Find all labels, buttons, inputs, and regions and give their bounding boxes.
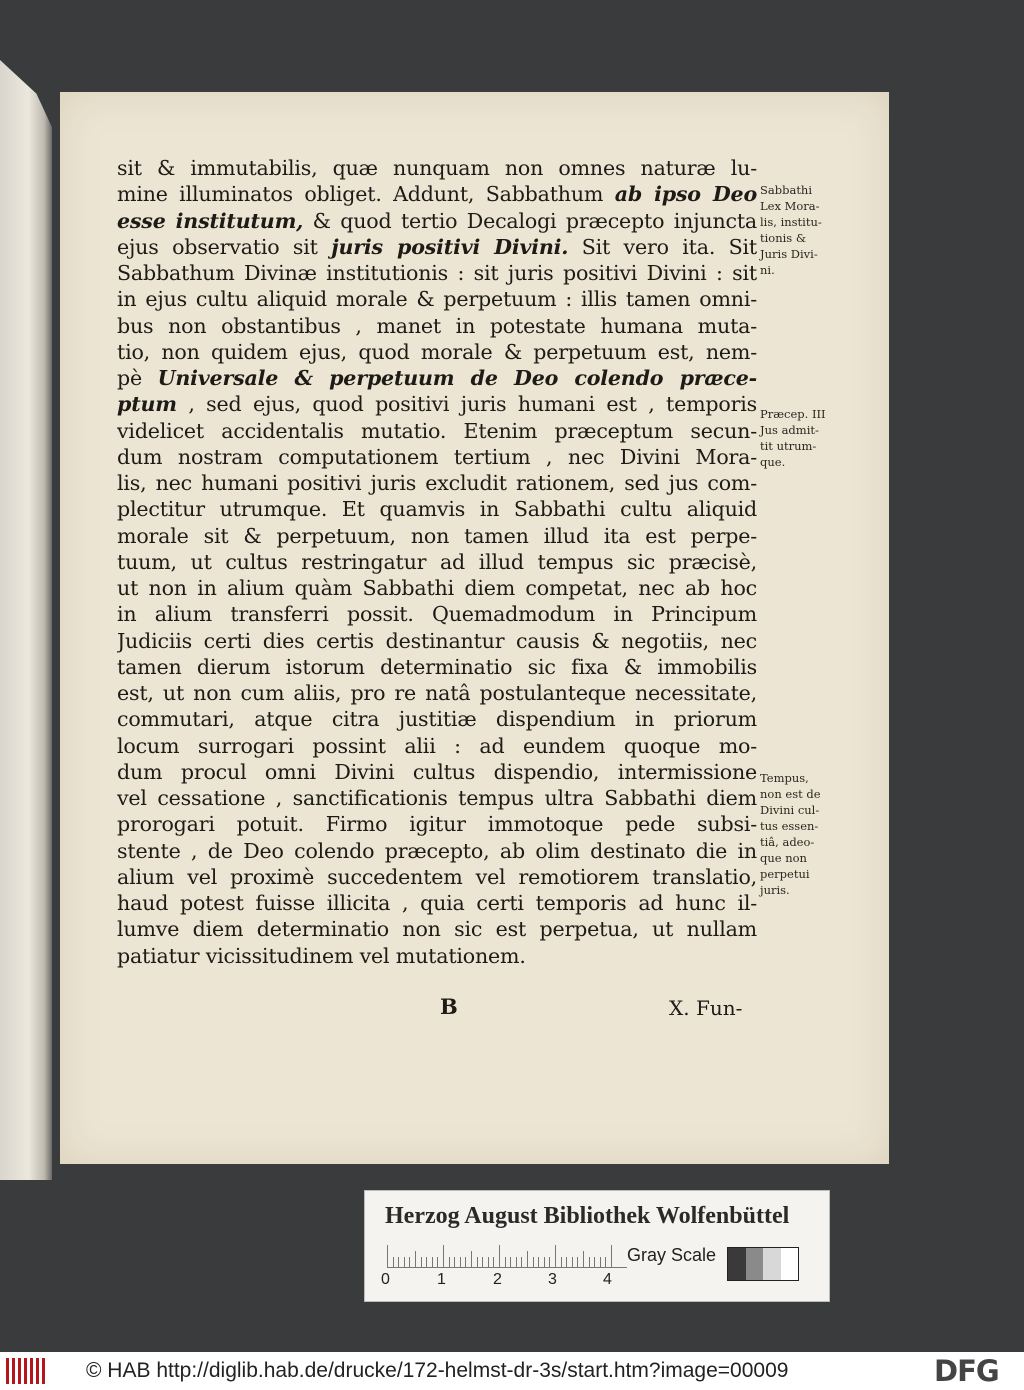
ruler-tick: [533, 1257, 534, 1267]
ruler-tick: [527, 1251, 528, 1267]
text-line: ut non in alium quàm Sabbathi diem competat, nec ab hoc: [117, 576, 757, 600]
ruler-tick: [387, 1245, 388, 1267]
gray-swatch: [781, 1248, 799, 1280]
text-line: ptum , sed ejus, quod positivi juris humani est , temporis: [117, 392, 757, 417]
italic-phrase: ptum: [117, 392, 177, 417]
ruler-label: 4: [603, 1271, 612, 1288]
ruler-tick: [561, 1257, 562, 1267]
ruler-tick: [572, 1257, 573, 1267]
facing-page-edge: [0, 60, 52, 1180]
ruler-tick: [555, 1245, 556, 1267]
text-line: in alium transferri possit. Quemadmodum in Principum: [117, 602, 757, 627]
text-line: mine illuminatos obliget. Addunt, Sabbathum ab ipso Deo: [117, 182, 757, 207]
signature-mark: B: [440, 994, 458, 1019]
gray-swatch: [728, 1248, 746, 1280]
text-line: est, ut non cum aliis, pro re natâ postulanteque necessitate,: [117, 681, 757, 705]
text-line: pè Universale & perpetuum de Deo colendo præce-: [117, 366, 757, 390]
ruler-label: 3: [548, 1271, 557, 1288]
text-line: prorogari potuit. Firmo igitur immotoque pede subsi-: [117, 812, 757, 837]
text-line: in ejus cultu aliquid morale & perpetuum : illis tamen omni-: [117, 287, 757, 312]
ruler-tick: [460, 1257, 461, 1267]
text-line: Sabbathum Divinæ institutionis : sit juris positivi Divini : sit: [117, 261, 757, 285]
gray-swatch: [763, 1248, 781, 1280]
color-chart-card: [364, 1190, 830, 1302]
ruler-tick: [538, 1257, 539, 1267]
ruler-tick: [510, 1257, 511, 1267]
ruler-tick: [544, 1257, 545, 1267]
ruler-tick: [549, 1257, 550, 1267]
text-line: lis, nec humani positivi juris excludit rationem, sed jus com-: [117, 471, 757, 495]
ruler-tick: [421, 1257, 422, 1267]
grayscale-label: Gray Scale: [627, 1245, 717, 1265]
ruler-tick: [449, 1257, 450, 1267]
ruler-tick: [499, 1245, 500, 1267]
text-line: lumve diem determinatio non sic est perpetua, ut nullam: [117, 917, 757, 942]
text-line: vel cessatione , sanctificationis tempus ultra Sabbathi diem: [117, 786, 757, 810]
text-line: bus non obstantibus , manet in potestate humana muta-: [117, 313, 757, 338]
ruler-label: 0: [381, 1271, 390, 1288]
ruler-tick: [415, 1251, 416, 1267]
text-line: patiatur vicissitudinem vel mutationem.: [117, 943, 526, 968]
text-line: tamen dierum istorum determinatio sic fixa & immobilis: [117, 654, 757, 679]
ruler-tick: [404, 1257, 405, 1267]
text-line: esse institutum, & quod tertio Decalogi præcepto injuncta: [117, 208, 757, 233]
text-line: ejus observatio sit juris positivi Divini. Sit vero ita. Sit: [117, 234, 757, 259]
text-line: plectitur utrumque. Et quamvis in Sabbathi cultu aliquid: [117, 497, 757, 522]
text-line: alium vel proximè succedentem vel remotiorem translatio,: [117, 864, 757, 889]
ruler-label: 2: [493, 1271, 502, 1288]
ruler-tick: [577, 1257, 578, 1267]
ruler-tick: [432, 1257, 433, 1267]
grayscale-swatch: [727, 1247, 799, 1281]
ruler-tick: [426, 1257, 427, 1267]
ruler-tick: [393, 1257, 394, 1267]
hab-logo-icon: [6, 1358, 46, 1384]
text-line: dum nostram computationem tertium , nec Divini Mora-: [117, 444, 757, 469]
margin-note-praecep: Præcep. III Jus admit- tit utrum- que.: [760, 407, 826, 469]
text-line: tuum, ut cultus restringatur ad illud tempus sic præcisè,: [117, 549, 757, 574]
scale-ruler: [387, 1243, 627, 1268]
ruler-tick: [488, 1257, 489, 1267]
italic-phrase: ab ipso Deo: [614, 182, 757, 207]
ruler-tick: [454, 1257, 455, 1267]
ruler-labels: [381, 1271, 641, 1291]
ruler-tick: [437, 1257, 438, 1267]
copyright-link[interactable]: © HAB http://diglib.hab.de/drucke/172-helmst-dr-3s/start.htm?image=00009: [86, 1359, 789, 1382]
ruler-tick: [493, 1257, 494, 1267]
catchword: X. Fun-: [669, 996, 743, 1020]
ruler-tick: [505, 1257, 506, 1267]
text-line: Judiciis certi dies certis destinantur causis & negotiis, nec: [117, 628, 757, 653]
text-line: morale sit & perpetuum, non tamen illud ita est perpe-: [117, 523, 757, 548]
ruler-tick: [516, 1257, 517, 1267]
margin-note-tempus: Tempus, non est de Divini cul- tus essen- tiâ, adeo- que non perpetui juris.: [760, 771, 821, 897]
ruler-tick: [521, 1257, 522, 1267]
italic-phrase: juris positivi Divini.: [331, 234, 569, 259]
text-line: sit & immutabilis, quæ nunquam non omnes naturæ lu-: [117, 156, 757, 180]
ruler-tick: [465, 1257, 466, 1267]
ruler-tick: [482, 1257, 483, 1267]
footer-bar: [0, 1352, 1024, 1390]
text-line: dum procul omni Divini cultus dispendio, intermissione: [117, 759, 757, 784]
ruler-tick: [594, 1257, 595, 1267]
ruler-tick: [443, 1245, 444, 1267]
gray-swatch: [746, 1248, 764, 1280]
text-line: locum surrogari possint alii : ad eundem quoque mo-: [117, 733, 757, 758]
text-line: videlicet accidentalis mutatio. Etenim præceptum secun-: [117, 418, 757, 443]
ruler-tick: [409, 1257, 410, 1267]
ruler-tick: [600, 1257, 601, 1267]
italic-phrase: Universale & perpetuum de Deo colendo præce-: [157, 366, 757, 390]
text-line: haud potest fuisse illicita , quia certi temporis ad hunc il-: [117, 891, 757, 915]
text-line: commutari, atque citra justitiæ dispendium in priorum: [117, 707, 757, 732]
ruler-tick: [589, 1257, 590, 1267]
text-line: stente , de Deo colendo præcepto, ab olim destinato die in: [117, 838, 757, 863]
ruler-tick: [611, 1245, 612, 1267]
ruler-tick: [398, 1257, 399, 1267]
ruler-tick: [583, 1251, 584, 1267]
ruler-tick: [566, 1257, 567, 1267]
dfg-logo: DFG: [934, 1354, 999, 1388]
ruler-tick: [477, 1257, 478, 1267]
ruler-label: 1: [437, 1271, 446, 1288]
main-text-block: [117, 155, 757, 969]
library-name: Herzog August Bibliothek Wolfenbüttel: [385, 1203, 790, 1229]
ruler-tick: [605, 1257, 606, 1267]
italic-phrase: esse institutum,: [117, 208, 304, 233]
text-line: tio, non quidem ejus, quod morale & perpetuum est, nem-: [117, 339, 757, 364]
margin-note-sabbathi: Sabbathi Lex Mora- lis, institu- tionis & Juris Divi- ni.: [760, 183, 822, 277]
ruler-tick: [471, 1251, 472, 1267]
